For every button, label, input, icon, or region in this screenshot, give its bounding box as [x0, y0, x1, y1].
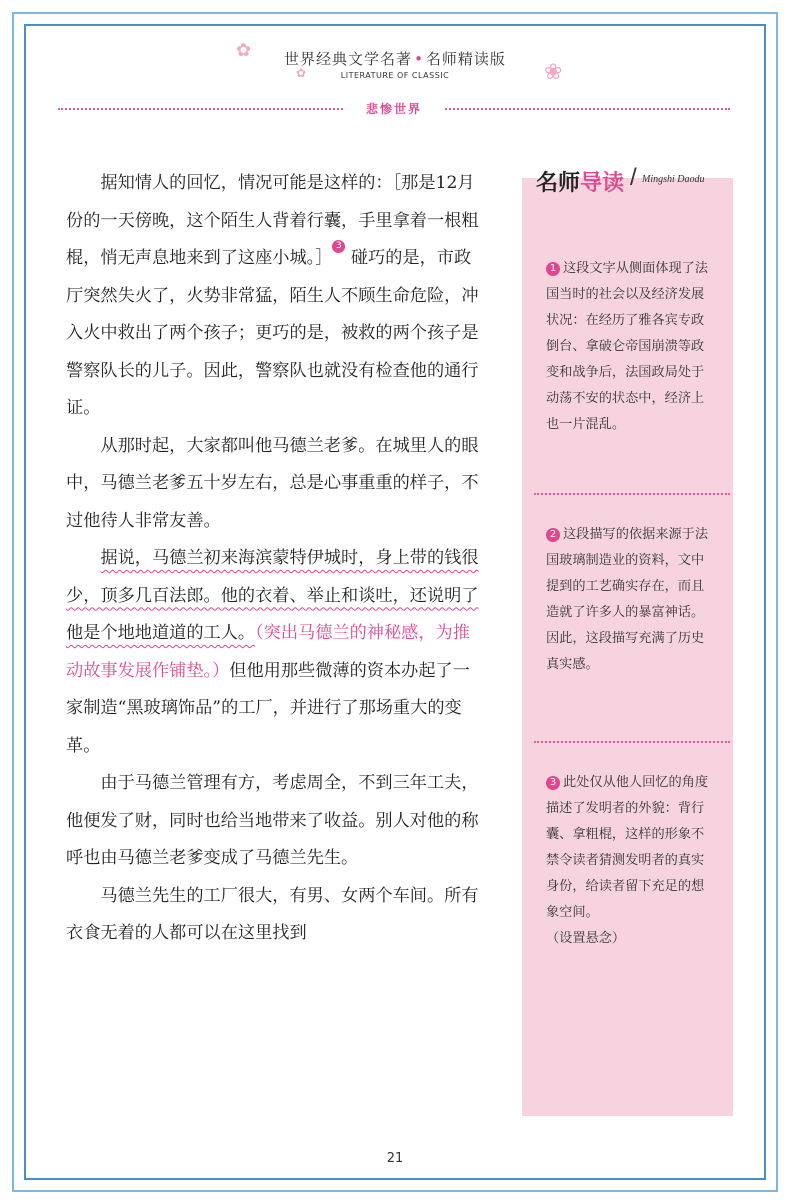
flower-icon: ✿ [296, 66, 307, 80]
book-title-tag: 悲惨世界 [344, 100, 444, 117]
slash-divider-icon: / [630, 164, 637, 191]
paragraph [66, 540, 486, 765]
paragraph: 由于马德兰管理有方，考虑周全，不到三年工夫，他便发了财，同时也给当地带来了收益。别人对他的称呼也由马德兰老爹变成了马德兰先生。 [66, 773, 479, 868]
flower-icon: ❀ [544, 60, 563, 85]
paragraph: 从那时起，大家都叫他马德兰老爹。在城里人的眼中，马德兰老爹五十岁左右，总是心事重重的样子，不过他待人非常友善。 [66, 435, 479, 531]
paragraph-lead: 据知情人的回忆，情况可能是这样的：［那是12月份的一天傍晚，这个陌生人背着行囊，手里拿着一根粗棍，悄无声息地来到了这座小城。］ [66, 173, 479, 268]
title-dot: • [414, 50, 424, 68]
main-text [66, 165, 486, 953]
sidebar-title [536, 166, 624, 197]
series-edition: 名师精读版 [425, 50, 506, 68]
note-number: 1 [546, 262, 560, 276]
sidebar-title-a: 名师 [536, 170, 581, 196]
sidebar-header [530, 160, 740, 204]
note-tag: （设置悬念） [546, 931, 626, 946]
note-number: 3 [546, 776, 560, 790]
page-header [0, 48, 790, 80]
paragraph-rest: 碰巧的是，市政厅突然失火了，火势非常猛，陌生人不顾生命危险，冲入火中救出了两个孩子；更巧的是，被救的两个孩子是警察队长的儿子。因此，警察队也就没有检查他的通行证。 [66, 248, 479, 418]
series-subtitle: LITERATURE OF CLASSIC [340, 71, 450, 80]
note-divider [534, 741, 730, 743]
paragraph [66, 165, 486, 428]
note-text: 这段文字从侧面体现了法国当时的社会以及经济发展状况：在经历了雅各宾专政倒台、拿破仑帝国崩溃等政变和战争后，法国政局处于动荡不安的状态中，经济上也一片混乱。 [546, 261, 709, 432]
sidebar-title-en: Mingshi Daodu [642, 174, 705, 185]
sidebar-note-2 [546, 522, 716, 678]
series-title [0, 48, 790, 69]
paragraph: 马德兰先生的工厂很大，有男、女两个车间。所有衣食无着的人都可以在这里找到 [66, 885, 479, 943]
page-number: 21 [386, 1151, 404, 1166]
note-text: 此处仅从他人回忆的角度描述了发明者的外貌：背行囊、拿粗棍，这样的形象不禁令读者猜测发明者的真实身份，给读者留下充足的想象空间。 [546, 775, 709, 920]
note-number: 2 [546, 528, 560, 542]
sidebar-title-b: 导读 [580, 170, 625, 196]
sidebar-note-3 [546, 770, 716, 952]
series-title-text: 世界经典文学名著 [284, 50, 413, 68]
paragraph-rest: 但他用那些微薄的资本办起了一家制造“黑玻璃饰品”的工厂，并进行了那场重大的变革。 [66, 660, 470, 756]
note-text: 这段描写的依据来源于法国玻璃制造业的资料，文中提到的工艺确实存在，而且造就了许多人的暴富神话。因此，这段描写充满了历史真实感。 [546, 527, 709, 672]
flower-icon: ✿ [236, 40, 252, 61]
note-divider [534, 493, 730, 495]
sidebar-note-1 [546, 256, 716, 438]
inline-annotation: （突出马德兰的神秘感，为推动故事发展作铺垫。） [66, 623, 470, 681]
highlighted-text: 据说，马德兰初来海滨蒙特伊城时，身上带的钱很少，顶多几百法郎。他的衣着、举止和谈吐，还说明了他是个地地道道的工人。 [66, 548, 479, 643]
note-marker: 3 [332, 240, 345, 253]
